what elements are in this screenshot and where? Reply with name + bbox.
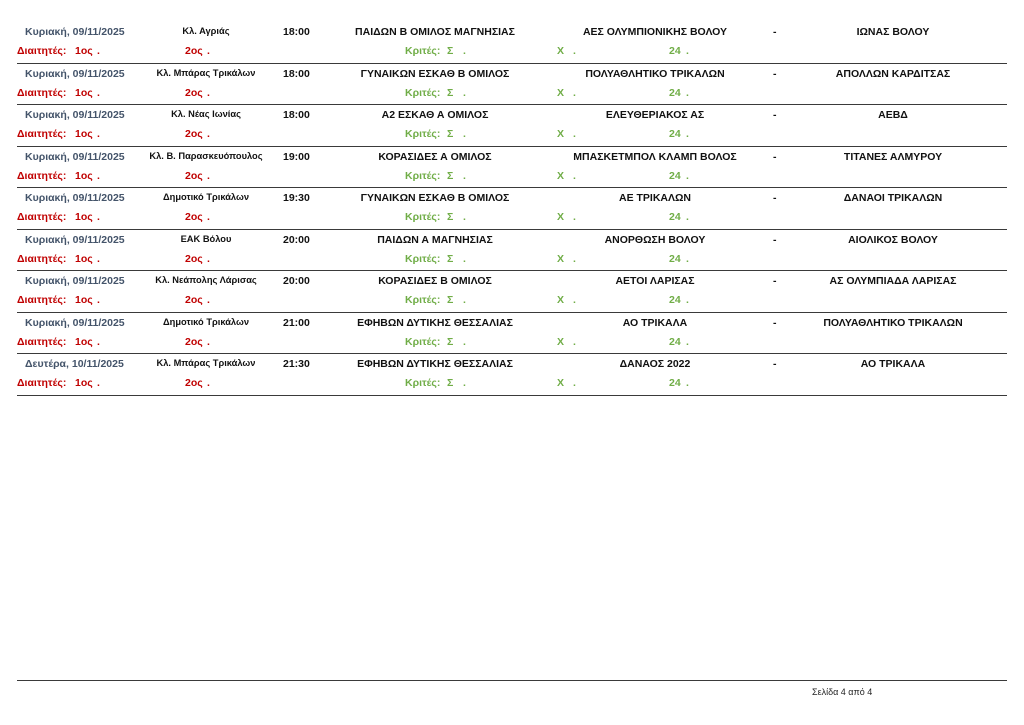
match-row: [17, 271, 1007, 313]
judge-x-label: Χ: [557, 128, 565, 140]
judge-x-label: Χ: [557, 335, 565, 348]
judge-x-value: .: [573, 45, 576, 57]
match-row: [17, 188, 1007, 230]
judge-s-value: .: [463, 128, 466, 140]
referee-2-label: 2ος: [185, 335, 203, 348]
judge-24-label: 24: [669, 294, 681, 306]
referee-2-label: 2ος: [185, 377, 203, 389]
match-date: Κυριακή, 09/11/2025: [25, 275, 125, 287]
match-date: Κυριακή, 09/11/2025: [25, 316, 125, 329]
officials-line: [17, 128, 1007, 142]
judge-x-label: Χ: [557, 86, 565, 99]
officials-line: [17, 211, 1007, 225]
match-info-line: [17, 234, 1007, 248]
match-competition: ΚΟΡΑΣΙΔΕΣ Β ΟΜΙΛΟΣ: [378, 275, 492, 287]
versus-dash: -: [773, 109, 777, 121]
judge-s-label: Σ: [447, 252, 454, 265]
home-team: ΔΑΝΑΟΣ 2022: [619, 358, 691, 370]
match-time: 20:00: [283, 275, 310, 287]
judge-s-label: Σ: [447, 377, 454, 389]
officials-line: [17, 336, 1007, 350]
referee-1-value: .: [97, 45, 100, 57]
referee-2-label: 2ος: [185, 211, 203, 223]
referee-1-label: 1ος: [75, 335, 93, 348]
judge-s-value: .: [463, 335, 466, 348]
judges-label: Κριτές:: [405, 86, 441, 99]
match-venue: Δημοτικό Τρικάλων: [162, 192, 250, 202]
referee-2-label: 2ος: [185, 128, 203, 140]
match-time: 18:00: [283, 67, 310, 80]
judges-label: Κριτές:: [405, 169, 441, 182]
judge-x-value: .: [573, 335, 576, 348]
referee-1-value: .: [97, 252, 100, 265]
match-schedule: [17, 22, 1007, 396]
match-time: 21:00: [283, 316, 310, 329]
match-competition: ΓΥΝΑΙΚΩΝ ΕΣΚΑΘ Β ΟΜΙΛΟΣ: [360, 67, 510, 80]
judge-24-label: 24: [669, 377, 681, 389]
referee-2-value: .: [207, 211, 210, 223]
referee-1-value: .: [97, 169, 100, 182]
judge-s-label: Σ: [447, 169, 454, 182]
judge-s-value: .: [463, 169, 466, 182]
judge-24-label: 24: [669, 211, 681, 223]
match-time: 18:00: [283, 109, 310, 121]
match-venue: Κλ. Β. Παρασκευόπουλος: [149, 150, 263, 161]
judge-24-label: 24: [669, 169, 681, 182]
match-date: Κυριακή, 09/11/2025: [25, 233, 125, 246]
match-info-line: [17, 109, 1007, 123]
away-team: ΙΩΝΑΣ ΒΟΛΟΥ: [856, 26, 930, 38]
versus-dash: -: [773, 316, 777, 329]
away-team: ΑΣ ΟΛΥΜΠΙΑΔΑ ΛΑΡΙΣΑΣ: [829, 275, 957, 287]
away-team: ΑΟ ΤΡΙΚΑΛΑ: [860, 358, 926, 370]
match-venue: Κλ. Νέας Ιωνίας: [171, 109, 241, 119]
versus-dash: -: [773, 26, 777, 38]
referees-label: Διαιτητές:: [17, 377, 67, 389]
judges-label: Κριτές:: [405, 335, 441, 348]
match-info-line: [17, 358, 1007, 372]
match-time: 18:00: [283, 26, 310, 38]
judge-24-value: .: [686, 335, 689, 348]
home-team: ΑΕΤΟΙ ΛΑΡΙΣΑΣ: [615, 275, 695, 287]
judge-x-value: .: [573, 294, 576, 306]
officials-line: [17, 294, 1007, 308]
judge-s-value: .: [463, 252, 466, 265]
judge-s-value: .: [463, 45, 466, 57]
judge-24-value: .: [686, 45, 689, 57]
match-date: Κυριακή, 09/11/2025: [25, 67, 125, 80]
match-date: Κυριακή, 09/11/2025: [25, 192, 125, 204]
judge-x-value: .: [573, 252, 576, 265]
versus-dash: -: [773, 67, 777, 80]
judge-24-label: 24: [669, 86, 681, 99]
judge-24-value: .: [686, 128, 689, 140]
home-team: ΠΟΛΥΑΘΛΗΤΙΚΟ ΤΡΙΚΑΛΩΝ: [585, 67, 725, 80]
home-team: ΑΟ ΤΡΙΚΑΛΑ: [622, 316, 688, 329]
judge-24-value: .: [686, 252, 689, 265]
match-venue: Κλ. Μπάρας Τρικάλων: [156, 358, 256, 368]
referee-1-value: .: [97, 335, 100, 348]
match-row: [17, 147, 1007, 189]
judge-x-label: Χ: [557, 45, 565, 57]
home-team: ΕΛΕΥΘΕΡΙΑΚΟΣ ΑΣ: [605, 109, 705, 121]
judge-s-value: .: [463, 377, 466, 389]
referee-2-value: .: [207, 335, 210, 348]
judges-label: Κριτές:: [405, 128, 441, 140]
away-team: ΔΑΝΑΟΙ ΤΡΙΚΑΛΩΝ: [843, 192, 943, 204]
referee-2-value: .: [207, 377, 210, 389]
officials-line: [17, 45, 1007, 59]
match-venue: Κλ. Αγριάς: [182, 26, 230, 36]
judges-label: Κριτές:: [405, 211, 441, 223]
judges-label: Κριτές:: [405, 45, 441, 57]
referees-label: Διαιτητές:: [17, 86, 67, 99]
referee-1-label: 1ος: [75, 169, 93, 182]
officials-line: [17, 377, 1007, 391]
match-venue: Δημοτικό Τρικάλων: [162, 316, 250, 327]
referee-2-value: .: [207, 128, 210, 140]
judges-label: Κριτές:: [405, 252, 441, 265]
versus-dash: -: [773, 150, 777, 163]
judge-24-value: .: [686, 211, 689, 223]
match-competition: ΕΦΗΒΩΝ ΔΥΤΙΚΗΣ ΘΕΣΣΑΛΙΑΣ: [357, 358, 513, 370]
match-row: [17, 313, 1007, 355]
match-venue: ΕΑΚ Βόλου: [180, 233, 232, 244]
match-row: [17, 22, 1007, 64]
officials-line: [17, 170, 1007, 184]
officials-line: [17, 253, 1007, 267]
match-date: Δευτέρα, 10/11/2025: [25, 358, 124, 370]
match-date: Κυριακή, 09/11/2025: [25, 26, 125, 38]
judge-x-value: .: [573, 128, 576, 140]
judge-x-value: .: [573, 169, 576, 182]
versus-dash: -: [773, 233, 777, 246]
match-info-line: [17, 26, 1007, 40]
judges-label: Κριτές:: [405, 377, 441, 389]
referee-1-value: .: [97, 211, 100, 223]
judge-24-value: .: [686, 169, 689, 182]
referee-1-label: 1ος: [75, 252, 93, 265]
referee-1-label: 1ος: [75, 86, 93, 99]
judge-24-value: .: [686, 377, 689, 389]
judge-24-label: 24: [669, 252, 681, 265]
judge-x-label: Χ: [557, 377, 565, 389]
judge-s-label: Σ: [447, 45, 454, 57]
judge-24-value: .: [686, 294, 689, 306]
match-time: 20:00: [283, 233, 310, 246]
officials-line: [17, 87, 1007, 101]
referee-1-label: 1ος: [75, 377, 93, 389]
referee-2-label: 2ος: [185, 294, 203, 306]
match-row: [17, 64, 1007, 106]
versus-dash: -: [773, 275, 777, 287]
match-row: [17, 230, 1007, 272]
versus-dash: -: [773, 192, 777, 204]
judge-s-label: Σ: [447, 211, 454, 223]
referees-label: Διαιτητές:: [17, 294, 67, 306]
referees-label: Διαιτητές:: [17, 252, 67, 265]
referee-1-label: 1ος: [75, 211, 93, 223]
match-date: Κυριακή, 09/11/2025: [25, 109, 125, 121]
match-info-line: [17, 151, 1007, 165]
match-time: 19:00: [283, 150, 310, 163]
home-team: ΜΠΑΣΚΕΤΜΠΟΛ ΚΛΑΜΠ ΒΟΛΟΣ: [573, 150, 737, 163]
away-team: ΑΙΟΛΙΚΟΣ ΒΟΛΟΥ: [848, 233, 938, 246]
judge-x-value: .: [573, 86, 576, 99]
match-competition: ΚΟΡΑΣΙΔΕΣ Α ΟΜΙΛΟΣ: [378, 150, 492, 163]
home-team: ΑΝΟΡΘΩΣΗ ΒΟΛΟΥ: [604, 233, 706, 246]
judge-24-value: .: [686, 86, 689, 99]
match-venue: Κλ. Μπάρας Τρικάλων: [156, 67, 256, 78]
referees-label: Διαιτητές:: [17, 128, 67, 140]
away-team: ΑΠΟΛΛΩΝ ΚΑΡΔΙΤΣΑΣ: [835, 67, 951, 80]
match-row: [17, 105, 1007, 147]
referee-1-value: .: [97, 294, 100, 306]
referee-2-label: 2ος: [185, 45, 203, 57]
match-competition: ΠΑΙΔΩΝ Β ΟΜΙΛΟΣ ΜΑΓΝΗΣΙΑΣ: [355, 26, 515, 38]
away-team: ΤΙΤΑΝΕΣ ΑΛΜΥΡΟΥ: [843, 150, 943, 163]
match-competition: ΓΥΝΑΙΚΩΝ ΕΣΚΑΘ Β ΟΜΙΛΟΣ: [360, 192, 510, 204]
referee-2-label: 2ος: [185, 86, 203, 99]
judge-s-value: .: [463, 294, 466, 306]
match-competition: ΠΑΙΔΩΝ Α ΜΑΓΝΗΣΙΑΣ: [377, 233, 493, 246]
match-competition: Α2 ΕΣΚΑΘ Α ΟΜΙΛΟΣ: [381, 109, 489, 121]
referee-2-label: 2ος: [185, 252, 203, 265]
referees-label: Διαιτητές:: [17, 211, 67, 223]
versus-dash: -: [773, 358, 777, 370]
referees-label: Διαιτητές:: [17, 45, 67, 57]
match-competition: ΕΦΗΒΩΝ ΔΥΤΙΚΗΣ ΘΕΣΣΑΛΙΑΣ: [357, 316, 513, 329]
judge-24-label: 24: [669, 45, 681, 57]
match-time: 21:30: [283, 358, 310, 370]
match-row: [17, 354, 1007, 396]
home-team: ΑΕΣ ΟΛΥΜΠΙΟΝΙΚΗΣ ΒΟΛΟΥ: [582, 26, 728, 38]
referees-label: Διαιτητές:: [17, 169, 67, 182]
judge-24-label: 24: [669, 128, 681, 140]
judge-s-value: .: [463, 211, 466, 223]
page-number: Σελίδα 4 από 4: [812, 687, 873, 697]
referee-2-value: .: [207, 294, 210, 306]
judge-s-label: Σ: [447, 294, 454, 306]
referee-1-label: 1ος: [75, 45, 93, 57]
home-team: ΑΕ ΤΡΙΚΑΛΩΝ: [618, 192, 691, 204]
judge-s-value: .: [463, 86, 466, 99]
match-time: 19:30: [283, 192, 310, 204]
referee-1-label: 1ος: [75, 128, 93, 140]
judge-s-label: Σ: [447, 128, 454, 140]
judge-x-value: .: [573, 377, 576, 389]
judge-s-label: Σ: [447, 86, 454, 99]
judge-s-label: Σ: [447, 335, 454, 348]
referee-1-value: .: [97, 377, 100, 389]
footer-divider: [17, 680, 1007, 681]
away-team: ΑΕΒΔ: [878, 109, 908, 121]
match-date: Κυριακή, 09/11/2025: [25, 150, 125, 163]
away-team: ΠΟΛΥΑΘΛΗΤΙΚΟ ΤΡΙΚΑΛΩΝ: [823, 316, 963, 329]
judge-x-label: Χ: [557, 169, 565, 182]
referee-1-value: .: [97, 86, 100, 99]
match-info-line: [17, 192, 1007, 206]
judge-x-label: Χ: [557, 211, 565, 223]
referee-1-value: .: [97, 128, 100, 140]
judge-24-label: 24: [669, 335, 681, 348]
judge-x-label: Χ: [557, 294, 565, 306]
referee-1-label: 1ος: [75, 294, 93, 306]
judge-x-label: Χ: [557, 252, 565, 265]
referees-label: Διαιτητές:: [17, 335, 67, 348]
match-info-line: [17, 317, 1007, 331]
judge-x-value: .: [573, 211, 576, 223]
referee-2-value: .: [207, 252, 210, 265]
match-info-line: [17, 68, 1007, 82]
referee-2-value: .: [207, 86, 210, 99]
referee-2-value: .: [207, 169, 210, 182]
match-venue: Κλ. Νεάπολης Λάρισας: [155, 275, 257, 285]
match-info-line: [17, 275, 1007, 289]
referee-2-value: .: [207, 45, 210, 57]
judges-label: Κριτές:: [405, 294, 441, 306]
referee-2-label: 2ος: [185, 169, 203, 182]
